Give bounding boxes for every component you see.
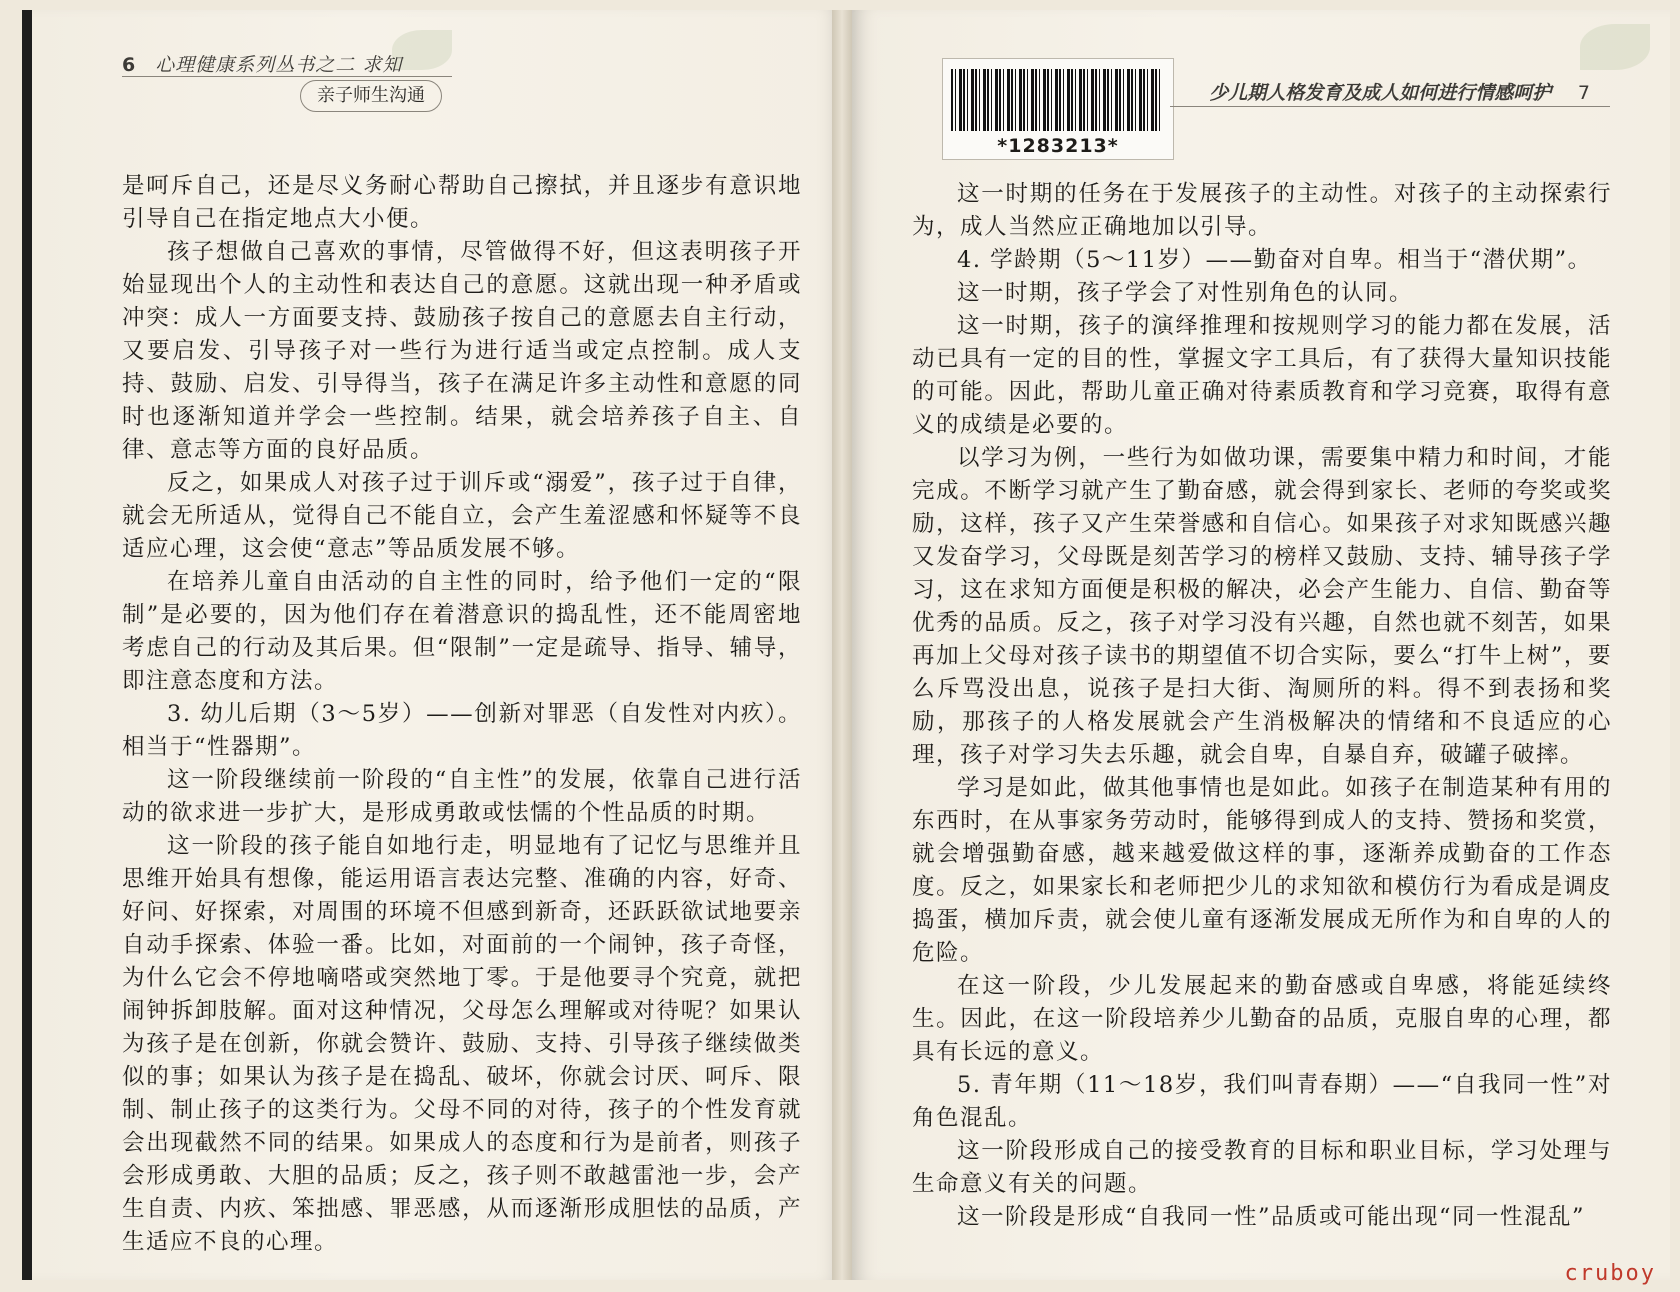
paragraph: 这一阶段的孩子能自如地行走，明显地有了记忆与思维并且思维开始具有想像，能运用语言表达完整、准确的内容，好奇、好问、好探索，对周围的环境不但感到新奇，还跃跃欲试地要亲自动手探索、体验一番。比如，对面前的一个闹钟，孩子奇怪，为什么它会不停地嘀嗒或突然地丁零。于是他要寻个究竟，就把闹钟拆卸肢解。面对这种情况，父母怎么理解或对待呢？如果认为孩子是在创新，你就会赞许、鼓励、支持、引导孩子继续做类似的事；如果认为孩子是在捣乱、破坏，你就会讨厌、呵斥、限制、制止孩子的这类行为。父母不同的对待，孩子的个性发育就会出现截然不同的结果。如果成人的态度和行为是前者，则孩子会形成勇敢、大胆的品质；反之，孩子则不敢越雷池一步，会产生自责、内疚、笨拙感、罪恶感，从而逐渐形成胆怯的品质，产生适应不良的心理。 xyxy=(122,833,802,1255)
right-page xyxy=(852,10,1670,1280)
paragraph: 这一阶段是形成“自我同一性”品质或可能出现“同一性混乱” xyxy=(957,1204,1586,1230)
chapter-title: 少儿期人格发育及成人如何进行情感呵护 xyxy=(1209,82,1552,104)
paragraph: 以学习为例，一些行为如做功课，需要集中精力和时间，才能完成。不断学习就产生了勤奋感，就会得到家长、老师的夸奖或奖励，这样，孩子又产生荣誉感和自信心。如果孩子对求知既感兴趣又发奋学习，父母既是刻苦学习的榜样又鼓励、支持、辅导孩子学习，这在求知方面便是积极的解决，必会产生能力、自信、勤奋等优秀的品质。反之，孩子对学习没有兴趣，自然也就不刻苦，如果再加上父母对孩子读书的期望值不切合实际，要么“打牛上树”，要么斥骂没出息，说孩子是扫大街、淘厕所的料。得不到表扬和奖励，那孩子的人格发展就会产生消极解决的情绪和不良适应的心理，孩子对学习失去乐趣，就会自卑，自暴自弃，破罐子破摔。 xyxy=(912,445,1612,768)
leaf-decoration xyxy=(1580,24,1650,70)
right-running-head xyxy=(1209,78,1590,105)
left-body-text xyxy=(122,170,802,1259)
paragraph: 孩子想做自己喜欢的事情，尽管做得不好，但这表明孩子开始显现出个人的主动性和表达自己的意愿。这就出现一种矛盾或冲突：成人一方面要支持、鼓励孩子按自己的意愿去自主行动，又要启发、引导孩子对一些行为进行适当或定点控制。成人支持、鼓励、启发、引导得当，孩子在满足许多主动性和意愿的同时也逐渐知道并学会一些控制。结果，就会培养孩子自主、自律、意志等方面的良好品质。 xyxy=(122,239,802,463)
paragraph: 这一时期，孩子学会了对性别角色的认同。 xyxy=(957,280,1414,306)
paragraph: 在这一阶段，少儿发展起来的勤奋感或自卑感，将能延续终生。因此，在这一阶段培养少儿勤奋的品质，克服自卑的心理，都具有长远的意义。 xyxy=(912,973,1612,1065)
scanner-watermark: cruboy xyxy=(1564,1261,1656,1286)
right-header-rule xyxy=(1170,106,1610,107)
paragraph: 反之，如果成人对孩子过于训斥或“溺爱”，孩子过于自律，就会无所适从，觉得自己不能自立，会产生羞涩感和怀疑等不良适应心理，这会使“意志”等品质发展不够。 xyxy=(122,470,802,562)
series-title: 心理健康系列丛书之二 求知 xyxy=(155,54,403,76)
section-heading: 5. 青年期（11～18岁，我们叫青春期）——“自我同一性”对角色混乱。 xyxy=(912,1072,1612,1131)
paragraph: 学习是如此，做其他事情也是如此。如孩子在制造某种有用的东西时，在从事家务劳动时，能够得到成人的支持、赞扬和奖赏，就会增强勤奋感，越来越爱做这样的事，逐渐养成勤奋的工作态度。反之，如果家长和老师把少儿的求知欲和模仿行为看成是调皮捣蛋，横加斥责，就会使儿童有逐渐发展成无所作为和自卑的人的危险。 xyxy=(912,775,1612,966)
barcode-bars xyxy=(951,69,1163,131)
paragraph: 这一阶段继续前一阶段的“自主性”的发展，依靠自己进行活动的欲求进一步扩大，是形成勇敢或怯懦的个性品质的时期。 xyxy=(122,767,802,826)
left-page xyxy=(22,10,842,1280)
right-page-number: 7 xyxy=(1577,82,1590,104)
left-page-number: 6 xyxy=(122,54,136,76)
barcode-number: *1283213* xyxy=(997,135,1119,157)
paragraph: 这一阶段形成自己的接受教育的目标和职业目标，学习处理与生命意义有关的问题。 xyxy=(912,1138,1612,1197)
section-heading: 3. 幼儿后期（3～5岁）——创新对罪恶（自发性对内疚）。相当于“性器期”。 xyxy=(122,701,802,760)
right-body-text xyxy=(912,178,1612,1234)
book-gutter xyxy=(832,10,852,1280)
left-running-head xyxy=(122,50,402,77)
left-header-rule xyxy=(122,76,452,77)
paragraph: 这一时期，孩子的演绎推理和按规则学习的能力都在发展，活动已具有一定的目的性，掌握文字工具后，有了获得大量知识技能的可能。因此，帮助儿童正确对待素质教育和学习竞赛，取得有意义的成绩是必要的。 xyxy=(912,313,1612,438)
book-title: 亲子师生沟通 xyxy=(300,80,442,112)
section-heading: 4. 学龄期（5～11岁）——勤奋对自卑。相当于“潜伏期”。 xyxy=(957,247,1592,273)
library-barcode xyxy=(942,58,1174,160)
paragraph: 这一时期的任务在于发展孩子的主动性。对孩子的主动探索行为，成人当然应正确地加以引导。 xyxy=(912,181,1612,240)
paragraph: 在培养儿童自由活动的自主性的同时，给予他们一定的“限制”是必要的，因为他们存在着潜意识的捣乱性，还不能周密地考虑自己的行动及其后果。但“限制”一定是疏导、指导、辅导，即注意态度和方法。 xyxy=(122,569,802,694)
paragraph: 是呵斥自己，还是尽义务耐心帮助自己擦拭，并且逐步有意识地引导自己在指定地点大小便。 xyxy=(122,173,802,232)
